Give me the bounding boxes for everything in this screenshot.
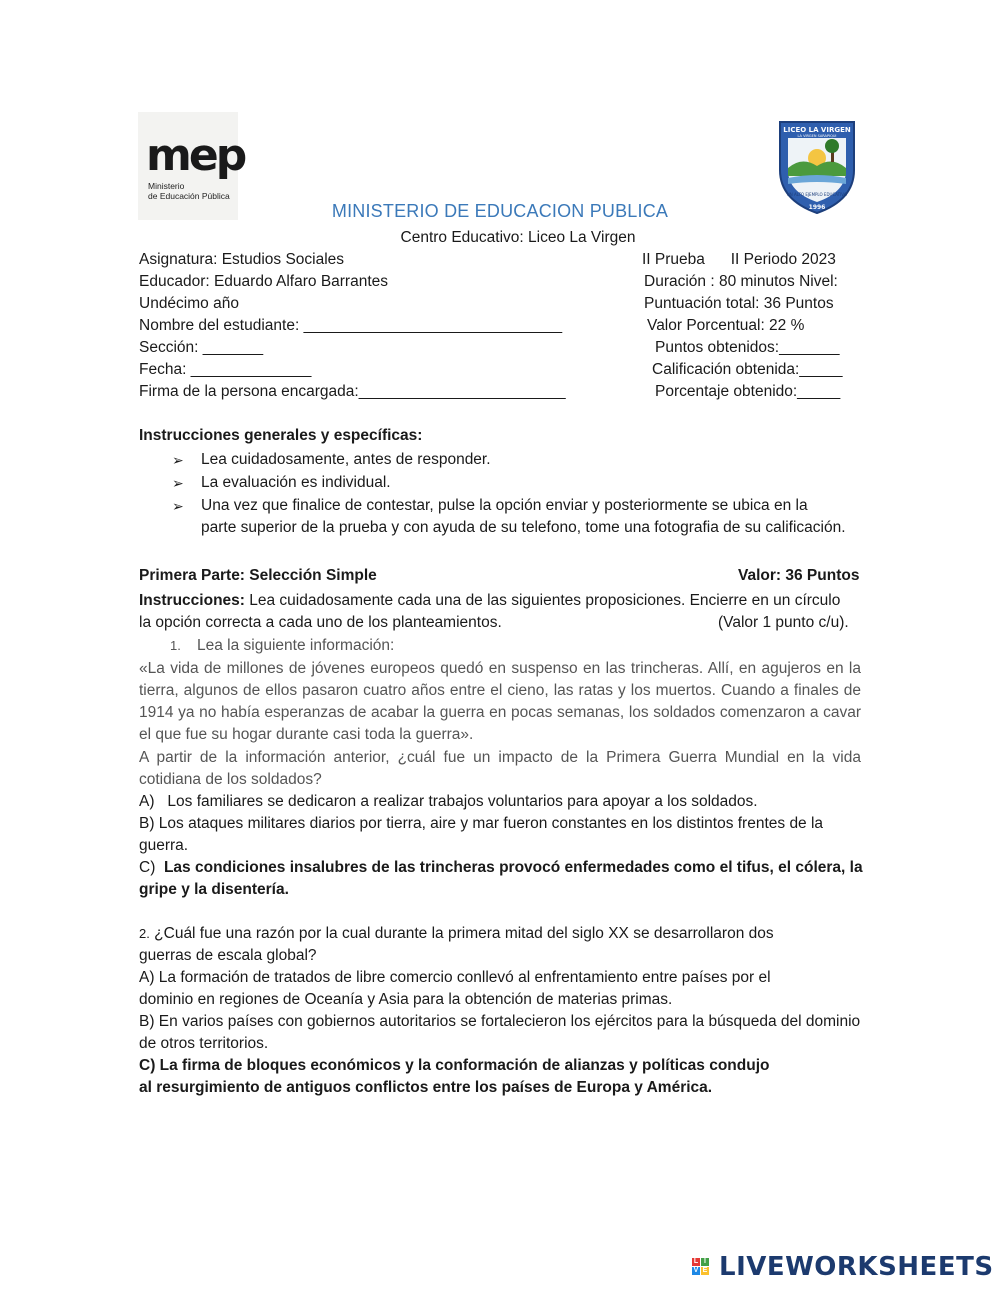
info-teacher: Educador: Eduardo Alfaro Barrantes: [139, 273, 389, 290]
info-test-period: II Prueba II Periodo 2023: [642, 251, 836, 268]
info-level: Undécimo año: [139, 295, 239, 312]
q2-option-a: A) La formación de tratados de libre comercio conllevó al enfrentamiento entre países por el dominio en regiones de Oceanía y Asia para la obtención de materias primas.: [139, 969, 771, 1008]
q2-question: [139, 923, 809, 967]
info-duration: Duración : 80 minutos Nivel:: [644, 273, 838, 290]
brand-block: L: [693, 1258, 699, 1265]
mep-logo-line2: de Educación Pública: [148, 191, 230, 201]
brand-block: V: [693, 1267, 699, 1274]
info-signature: Firma de la persona encargada:________________________: [139, 383, 566, 400]
info-percent-value: Valor Porcentual: 22 %: [647, 317, 805, 334]
info-total-points: Puntuación total: 36 Puntos: [644, 295, 834, 312]
mep-logo-word: mep: [146, 130, 245, 181]
part1-instructions-text: Lea cuidadosamente cada una de las siguientes proposiciones. Encierre en un círculo: [244, 592, 841, 609]
crest-sub-text: LA VIRGEN SARAPIQUI: [797, 134, 837, 138]
part1-instructions: [139, 592, 840, 610]
info-points-obtained: Puntos obtenidos:_______: [655, 339, 840, 356]
info-student-name: Nombre del estudiante: ______________________________: [139, 317, 563, 334]
q1-question: A partir de la información anterior, ¿cuál fue un impacto de la Primera Guerra Mundial en la vida cotidiana de los soldados?: [139, 749, 861, 788]
q1-option-c-text: Las condiciones insalubres de las trincheras provocó enfermedades como el tifus, el cólera, la gripe y la disentería.: [139, 859, 863, 898]
q2-question-text: ¿Cuál fue una razón por la cual durante la primera mitad del siglo XX se desarrollaron dos guerras de escala global?: [139, 925, 774, 964]
part1-points-each: (Valor 1 punto c/u).: [718, 614, 849, 631]
part1-title: Primera Parte: Selección Simple: [139, 567, 377, 584]
brand-name: LIVEWORKSHEETS: [719, 1252, 994, 1282]
page-title: MINISTERIO DE EDUCACION PUBLICA: [331, 201, 669, 221]
q1-option-c: [139, 857, 863, 901]
info-date: Fecha: ______________: [139, 361, 312, 378]
part1-instructions-label: Instrucciones:: [139, 592, 245, 609]
info-grade-obtained: Calificación obtenida:_____: [652, 361, 843, 378]
mep-logo-line1: Ministerio: [148, 181, 185, 191]
q1-lead: Lea la siguiente información:: [197, 637, 395, 654]
info-subject: Asignatura: Estudios Sociales: [139, 251, 345, 268]
instruction-item: Una vez que finalice de contestar, pulse la opción enviar y posteriormente se ubica en la: [201, 497, 808, 514]
brand-block: E: [702, 1267, 708, 1274]
instruction-item: La evaluación es individual.: [201, 474, 391, 491]
bullet-icon: ➢: [172, 452, 184, 468]
part1-value: Valor: 36 Puntos: [738, 567, 860, 584]
bullet-icon: ➢: [172, 498, 184, 514]
part1-instructions-line2: la opción correcta a cada uno de los planteamientos.: [139, 614, 502, 631]
instruction-item: parte superior de la prueba y con ayuda de su telefono, tome una fotografia de su calificación.: [201, 519, 846, 536]
q1-option-a: A) Los familiares se dedicaron a realizar trabajos voluntarios para apoyar a los soldados.: [139, 793, 758, 810]
school-name: Centro Educativo: Liceo La Virgen: [400, 229, 636, 246]
brand-block: I: [701, 1258, 709, 1266]
q2-option-b: B) En varios países con gobiernos autoritarios se fortalecieron los ejércitos para la búsqueda del dominio de otros territorios.: [139, 1013, 861, 1052]
info-percent-obtained: Porcentaje obtenido:_____: [655, 383, 841, 400]
q1-option-c-label: C): [139, 859, 164, 876]
q2-option-c: C) La firma de bloques económicos y la conformación de alianzas y políticas condujo al resurgimiento de antiguos conflictos entre los países de Europa y América.: [139, 1057, 770, 1096]
instructions-heading: Instrucciones generales y específicas:: [139, 427, 423, 444]
info-section: Sección: _______: [139, 339, 264, 356]
bullet-icon: ➢: [172, 475, 184, 491]
q1-option-b: B) Los ataques militares diarios por tierra, aire y mar fueron constantes en los distintos frentes de la guerra.: [139, 815, 824, 854]
q1-quote: «La vida de millones de jóvenes europeos quedó en suspenso en las trincheras. Allí, en agujeros en la tierra, algunos de ellos pasaron cuatro años entre el cieno, las ratas y los muertos. Cuando a finales de 1914 ya no había esperanzas de acabar la guerra en pocas semanas, los soldados comenzaron a cavar el que fue su hogar durante casi toda la guerra».: [139, 660, 861, 743]
q1-number: 1.: [170, 638, 181, 653]
crest-top-text: LICEO LA VIRGEN: [783, 126, 851, 134]
instruction-item: Lea cuidadosamente, antes de responder.: [201, 451, 491, 468]
q2-number: 2.: [139, 926, 150, 941]
crest-ring-text: UN ALTO EJEMPLO EDUCATIVO: [786, 192, 848, 197]
crest-year: 1996: [808, 204, 826, 211]
